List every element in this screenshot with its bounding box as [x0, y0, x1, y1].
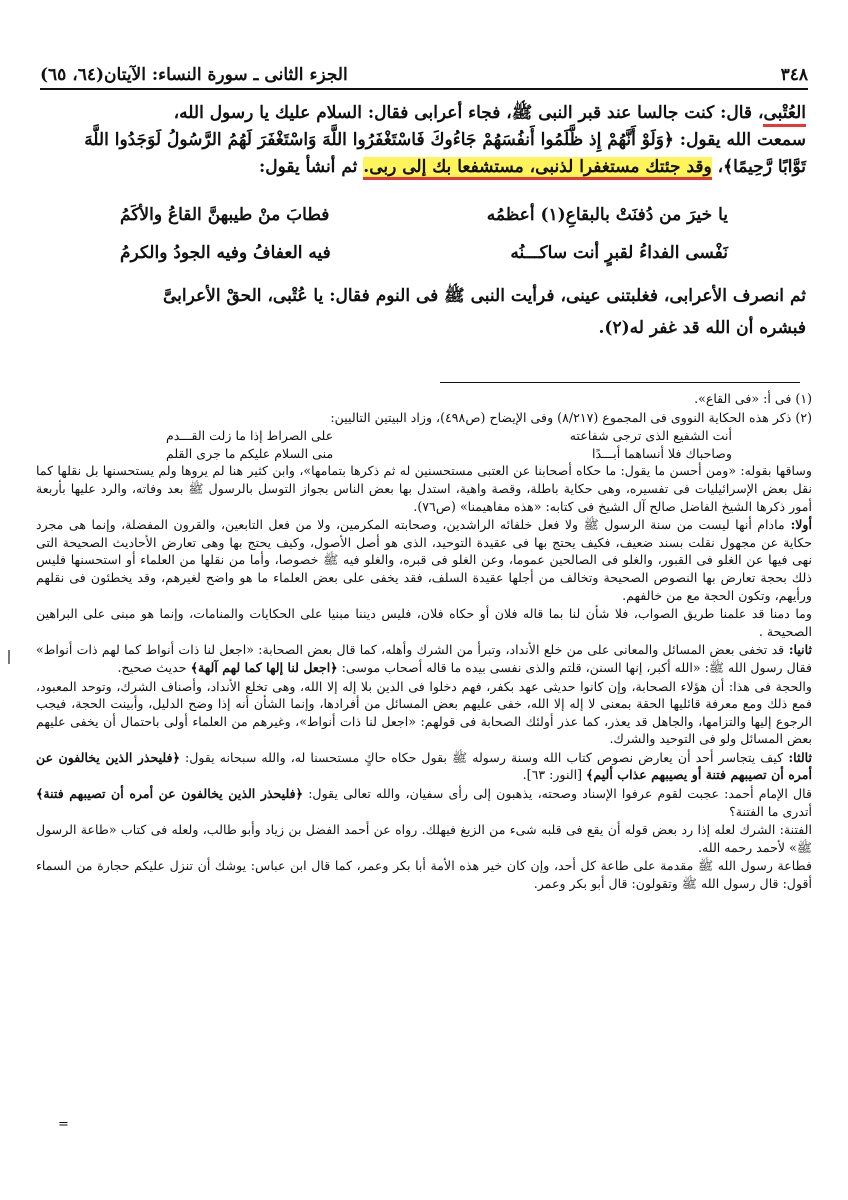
margin-mark: [8, 650, 10, 664]
verse-reference: [النور: ٦٣].: [522, 767, 586, 783]
after-poem-line: فبشره أن الله قد غفر له(٢).: [598, 318, 806, 338]
highlighted-sentence: وقد جئتك مستغفرا لذنبى، مستشفعا بك إلى ربى.: [363, 157, 711, 180]
poem-hemistich-right: أنت الشفيع الذى ترجى شفاعته: [569, 428, 732, 444]
point-text: مادام أنها ليست من سنة الرسول ﷺ ولا فعل خلفائه الراشدين، وصحابته المكرمين، ولا من فعل التابعين، والقرون المفضلة، وإنما هى مجرد حكاية عن مجهول نقلت بسند ضعيف، فكيف يحتج بها فى عقيدة التوحيد، الذى هو أصل الأصول، وكيف يحتج بها وهى تعارض الأحاديث الصحيحة التى نهى فيها عن الغلو فى القبور، والغلو فى الصالحين عموما، وعن الغلو فى قبره، والغلو فيه ﷺ خصوصا، وأما من نقلها من العلماء أو استحسنها فليس ذلك بحجة تعارض بها النصوص الصحيحة وتخالف من أجلها عقيدة السلف، فقد يخفى على بعض العلماء ما هو واضح لغيرهم، وقد يخطئون فى نقلهم ورأيهم، وتكون الحجة مع من خالفهم.: [36, 517, 812, 603]
main-line-1-rest: ، قال: كنت جالسا عند قبر النبى ﷺ، فجاء أعرابى فقال: السلام عليك يا رسول الله،: [173, 103, 764, 123]
poem-hemistich-left: فيه العفافُ وفيه الجودُ والكرمُ: [120, 243, 331, 263]
poem-hemistich-left: على الصراط إذا ما زلت القـــدم: [166, 428, 334, 444]
poem-verse-1: [120, 205, 728, 225]
footnote-1: (١) فى أ: «فى القاع».: [694, 391, 812, 406]
footnote-paragraph: وما دمنا قد علمنا طريق الصواب، فلا شأن لنا بما قاله فلان أو حكاه فلان، فليس ديننا مبنيا على الحكايات والمنامات، وإنما هو مبنى على البراهين الصحيحة .: [36, 606, 812, 639]
footnotes: [36, 390, 812, 894]
footnote-paragraph-second: [36, 641, 812, 676]
page-number: ٣٤٨: [780, 65, 808, 85]
main-line-3: [42, 154, 806, 181]
main-line-2: سمعت الله يقول: ﴿وَلَوْ أَنَّهُمْ إِذ ظَّلَمُوا أَنفُسَهُمْ جَاءُوكَ فَاسْتَغْفَرُوا اللَّهَ وَاسْتَغْفَرَ لَهُمُ الرَّسُولُ لَوَجَدُوا اللَّهَ: [84, 130, 806, 150]
point-text: كيف يتجاسر أحد أن يعارض نصوص كتاب الله وسنة رسوله ﷺ بقول حكاه حاكٍ مستحسنا له، والله سبحانه يقول:: [185, 749, 784, 765]
after-poem-text: [42, 280, 806, 344]
footnote-divider: [440, 382, 800, 383]
quran-verse: ﴿فليحذر الذين يخالفون عن أمره أن تصيبهم فتنة أو يصيبهم عذاب أليم﴾: [36, 749, 812, 783]
footnote-paragraph: الفتنة: الشرك لعله إذا رد بعض قوله أن يقع فى قلبه شىء من الزيغ فيهلك. رواه عن أحمد الفضل بن زياد وأبو طالب، ولعله فى كتاب «طاعة الرسول ﷺ» لأحمد رحمه الله.: [36, 822, 812, 855]
running-title: الجزء الثانى ـ سورة النساء: الآيتان(٦٤، ٦٥): [40, 65, 348, 85]
poem-hemistich-right: نَفْسى الفداءُ لقبرٍ أنت ساكـــنُه: [510, 243, 728, 263]
point-text: قد تخفى بعض المسائل والمعانى على من خلع الأنداد، وتبرأ من الشرك وأهله، كما قال بعض الصحابة: «اجعل لنا ذات أنواط كما لهم ذات أنواط» فقال رسول الله ﷺ: «الله أكبر، إنها السنن، قلتم والذى نفسى بيده ما قاله أصحاب موسى:: [36, 642, 812, 675]
underlined-name: العُتْبى: [763, 103, 806, 127]
point-label: ثالثا:: [783, 749, 813, 765]
quote-end: أتدرى ما الفتنة؟: [729, 803, 812, 819]
page-header: [40, 60, 808, 90]
footnote-2: (٢) ذكر هذه الحكاية النووى فى المجموع (٨/٢١٧) وفى الإيضاح (ص٤٩٨)، وزاد البيتين التاليين:: [330, 409, 812, 425]
quran-verse: ﴿فليحذر الذين يخالفون عن أمره أن تصيبهم فتنة﴾: [36, 786, 304, 802]
footnote-paragraph: [36, 785, 812, 820]
footnote-paragraph-first: [36, 516, 812, 604]
main-line-1: [42, 100, 806, 127]
poem-hemistich-left: فطابَ منْ طيبهنَّ القاعُ والأكَمُ: [120, 205, 330, 225]
poem-hemistich-left: منى السلام عليكم ما جرى القلم: [166, 445, 334, 461]
poem-hemistich-right: يا خيرَ من دُفنَتْ بالبقاعِ(١) أعظمُه: [486, 205, 728, 225]
point-label: أولا:: [784, 517, 813, 533]
verse-end: تَوَّابًا رَّحِيمًا﴾،: [711, 157, 806, 177]
footnote-paragraph-third: [36, 749, 812, 784]
footnote-paragraph: والحجة فى هذا: أن هؤلاء الصحابة، وإن كانوا حديثى عهد بكفر، فهم دخلوا فى الدين بلا إله إلا الله، وهى تخلع الأنداد، وأصناف الشرك، وتوحد المعبود، فمع ذلك ومع معرفة قائليها الحقة بمعنى لا إله إلا الله، خفى عليهم بعض المسائل من أفرادها، وإنما الشأن أنه إذا وضح الدليل، وأبينت الحجة، فيجب الرجوع إليها والتزامها، والجاهل قد يعذر، كما عذر أولئك الصحابة فى قولهم: «اجعل لنا ذات أنواط»، وغيرهم من العلماء أولى باحتمال أن يخفى عليهم بعض المسائل ولو فى التوحيد والشرك.: [36, 678, 812, 747]
main-text: [42, 100, 806, 181]
footnote-paragraph: فطاعة رسول الله ﷺ مقدمة على طاعة كل أحد، وإن كان خير هذه الأمة أبا بكر وعمر، كما قال ابن عباس: يوشك أن تنزل عليكم حجارة من السماء أقول: قال رسول الله ﷺ وتقولون: قال أبو بكر وعمر.: [36, 858, 812, 892]
main-line-3-end: ثم أنشأ يقول:: [258, 157, 364, 177]
continuation-mark: =: [58, 1117, 69, 1132]
quran-verse: ﴿اجعل لنا إلها كما لهم آلهة﴾: [190, 659, 338, 675]
after-poem-line: ثم انصرف الأعرابى، فغلبتنى عينى، فرأيت النبى ﷺ فى النوم فقال: يا عُتْبى، الحقْ الأعرابىَّ: [162, 286, 806, 306]
poem-verse-2: [120, 243, 728, 263]
header-divider: [40, 88, 808, 90]
point-text-end: حديث صحيح.: [117, 659, 191, 675]
footnote-poem-verse-1: [36, 427, 812, 445]
footnote-paragraph: وساقها بقوله: «ومن أحسن ما يقول: ما حكاه أصحابنا عن العتبى مستحسنين له ثم ذكرها بتمامها»، وابن كثير هنا لم يروها ولم يستحسنها بل نقلها كما نقل بعض الإسرائيليات فى تفسيره، وهى حكاية باطلة، وقصة واهية، استدل بها بعض الناس بجواز التوسل بالرسول ﷺ بعد وفاته، والرد عليها بأربعة أمور ذكرها الشيخ الفاضل صالح آل الشيخ فى كتابه: «هذه مفاهيمنا» (ص٧٦).: [36, 463, 812, 514]
quote-text: قال الإمام أحمد: عجبت لقوم عرفوا الإسناد وصحته، يذهبون إلى رأى سفيان، والله تعالى يقول:: [308, 786, 812, 802]
footnote-poem-verse-2: [36, 445, 812, 463]
poem-hemistich-right: وصاحباك فلا أنساهما أبـــدًا: [592, 445, 732, 461]
point-label: ثانيا:: [784, 642, 812, 658]
